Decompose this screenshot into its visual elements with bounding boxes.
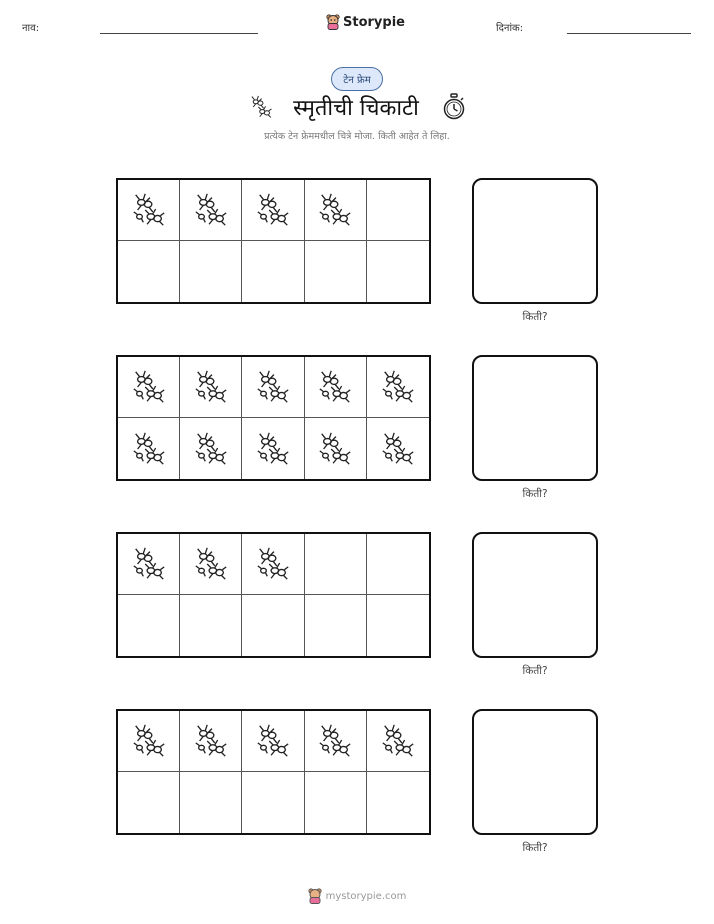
frame-cell	[118, 595, 180, 656]
answer-label-2: किती?	[522, 488, 548, 500]
ant-icon	[192, 368, 230, 406]
brand-name: Storypie	[343, 14, 405, 30]
frame-cell	[242, 357, 304, 418]
ant-icon	[192, 722, 230, 760]
frame-cell	[367, 180, 429, 241]
frame-cell	[242, 534, 304, 595]
ant-icon	[316, 430, 354, 468]
frame-cell	[305, 357, 367, 418]
worksheet-title	[0, 92, 714, 122]
ant-icon	[130, 545, 168, 583]
ant-icon	[254, 191, 292, 229]
ant-icon	[379, 430, 417, 468]
ant-icon	[379, 722, 417, 760]
instructions: प्रत्येक टेन फ्रेममधील चित्रे मोजा. किती आहेत ते लिहा.	[264, 131, 450, 142]
frame-cell	[180, 241, 242, 302]
ant-icon	[316, 368, 354, 406]
frame-cell	[367, 772, 429, 833]
frame-cell	[180, 711, 242, 772]
answer-label-3: किती?	[522, 665, 548, 677]
frame-cell	[180, 180, 242, 241]
frame-cell	[305, 534, 367, 595]
frame-cell	[180, 357, 242, 418]
footer-site: mystorypie.com	[325, 890, 407, 902]
ant-icon	[316, 191, 354, 229]
answer-box-1[interactable]	[472, 178, 598, 304]
ant-icon	[130, 430, 168, 468]
ant-icon	[254, 368, 292, 406]
frame-cell	[305, 180, 367, 241]
frame-cell	[242, 180, 304, 241]
worksheet-title-text: स्मृतीची चिकाटी	[293, 96, 419, 121]
answer-box-3[interactable]	[472, 532, 598, 658]
frame-cell	[118, 534, 180, 595]
frame-cell	[242, 595, 304, 656]
ant-icon	[254, 545, 292, 583]
answer-box-2[interactable]	[472, 355, 598, 481]
frame-cell	[242, 711, 304, 772]
stopwatch-icon	[442, 93, 466, 121]
answer-label-1: किती?	[522, 311, 548, 323]
frame-cell	[367, 241, 429, 302]
ant-icon	[248, 94, 274, 120]
frame-cell	[305, 711, 367, 772]
date-write-line[interactable]	[567, 33, 691, 34]
frame-cell	[180, 418, 242, 479]
topic-tag: टेन फ्रेम	[331, 67, 383, 91]
answer-box-4[interactable]	[472, 709, 598, 835]
name-label: नाव:	[22, 23, 40, 34]
name-write-line[interactable]	[100, 33, 258, 34]
ant-icon	[379, 368, 417, 406]
frame-cell	[180, 595, 242, 656]
frame-cell	[305, 595, 367, 656]
frame-cell	[367, 711, 429, 772]
ant-icon	[130, 191, 168, 229]
frame-cell	[367, 534, 429, 595]
frame-cell	[118, 357, 180, 418]
ant-icon	[192, 430, 230, 468]
frame-cell	[242, 241, 304, 302]
ant-icon	[192, 191, 230, 229]
frame-cell	[118, 711, 180, 772]
frame-cell	[367, 357, 429, 418]
ten-frame-1	[116, 178, 431, 304]
ant-icon	[254, 430, 292, 468]
ant-icon	[130, 722, 168, 760]
answer-label-4: किती?	[522, 842, 548, 854]
frame-cell	[367, 418, 429, 479]
ant-icon	[254, 722, 292, 760]
brand-logo	[326, 14, 405, 30]
frame-cell	[180, 772, 242, 833]
ten-frame-4	[116, 709, 431, 835]
frame-cell	[118, 241, 180, 302]
frame-cell	[242, 772, 304, 833]
ten-frame-2	[116, 355, 431, 481]
frame-cell	[367, 595, 429, 656]
ant-icon	[130, 368, 168, 406]
storypie-logo-icon	[326, 14, 340, 30]
frame-cell	[305, 418, 367, 479]
frame-cell	[305, 241, 367, 302]
ant-icon	[316, 722, 354, 760]
frame-cell	[118, 418, 180, 479]
frame-cell	[118, 772, 180, 833]
footer	[0, 888, 714, 904]
frame-cell	[118, 180, 180, 241]
frame-cell	[242, 418, 304, 479]
ten-frame-3	[116, 532, 431, 658]
storypie-logo-icon	[308, 888, 322, 904]
frame-cell	[305, 772, 367, 833]
frame-cell	[180, 534, 242, 595]
date-label: दिनांक:	[496, 23, 524, 34]
ant-icon	[192, 545, 230, 583]
